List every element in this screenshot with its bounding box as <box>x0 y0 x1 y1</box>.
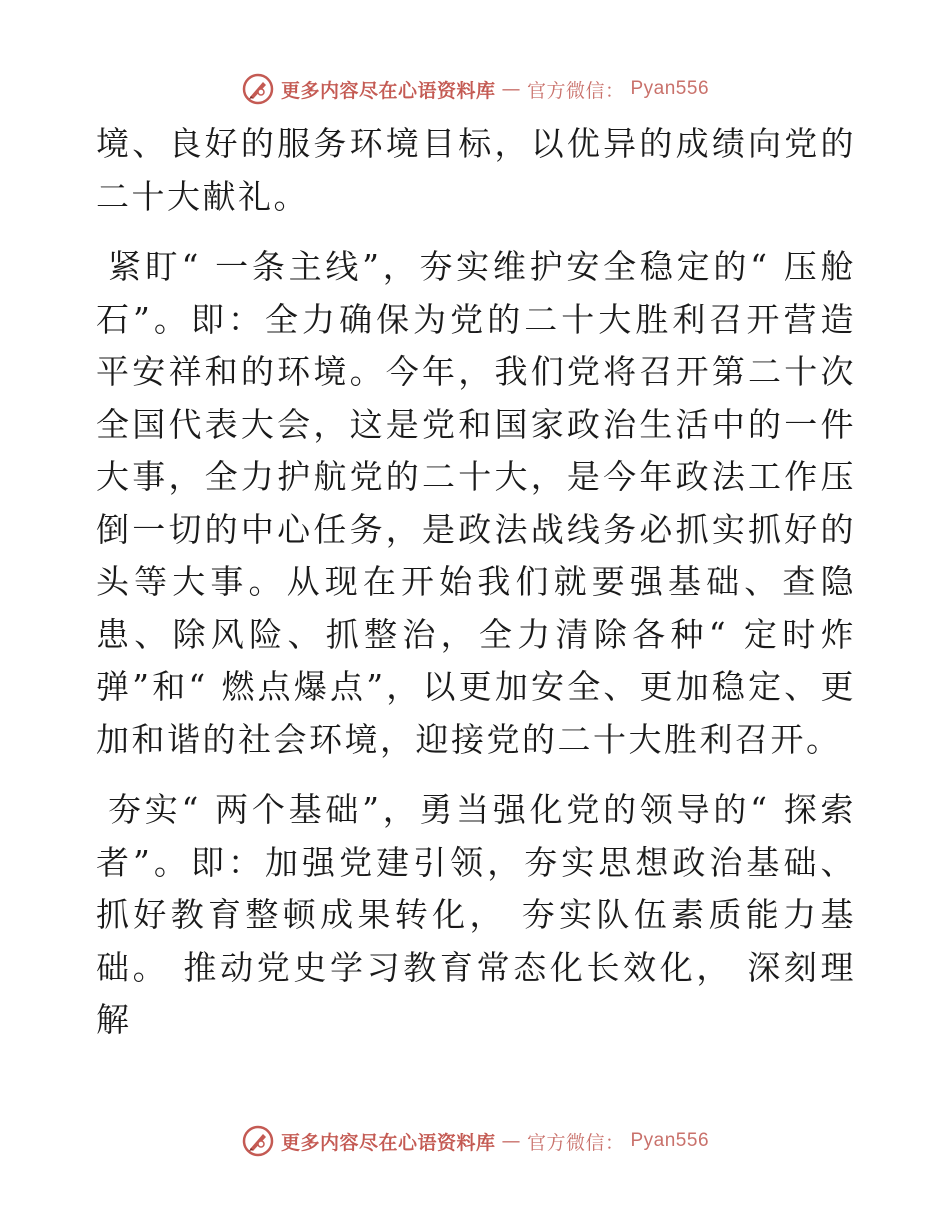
paragraph-3: 夯实“ 两个基础”，勇当强化党的领导的“ 探索者”。即：加强党建引领，夯实思想政治基础、抓好教育整顿成果转化， 夯实队伍素质能力基础。 推动党史学习教育常态化长效化， 深刻理解 <box>96 790 856 1039</box>
paragraph-2: 紧盯“ 一条主线”，夯实维护安全稳定的“ 压舱石”。即：全力确保为党的二十大胜利召开营造平安祥和的环境。今年，我们党将召开第二十次全国代表大会，这是党和国家政治生活中的一件大事，全力护航党的二十大，是今年政法工作压倒一切的中心任务，是政法战线务必抓实抓好的头等大事。从现在开始我们就要强基础、查隐患、除风险、抓整治，全力清除各种“ 定时炸弹”和“ 燃点爆点”，以更加安全、更加稳定、更加和谐的社会环境，迎接党的二十大胜利召开。 <box>96 247 856 759</box>
watermark-brand: 更多内容尽在心语资料库 <box>280 1131 496 1154</box>
watermark-separator: — <box>501 78 521 100</box>
pen-circle-logo-icon <box>241 72 275 106</box>
pen-circle-logo-icon <box>241 1124 275 1158</box>
watermark-contact-id: Pyan556 <box>630 1130 710 1151</box>
header-watermark <box>0 72 950 106</box>
watermark-contact-id: Pyan556 <box>630 78 710 99</box>
document-body <box>96 118 856 1065</box>
watermark-separator: — <box>501 1130 521 1152</box>
watermark-contact-label: 官方微信： <box>526 1131 625 1154</box>
paragraph-1: 境、良好的服务环境目标，以优异的成绩向党的二十大献礼。 <box>96 124 856 216</box>
watermark-contact-label: 官方微信： <box>526 79 625 102</box>
watermark-brand: 更多内容尽在心语资料库 <box>280 79 496 102</box>
footer-watermark <box>0 1124 950 1158</box>
